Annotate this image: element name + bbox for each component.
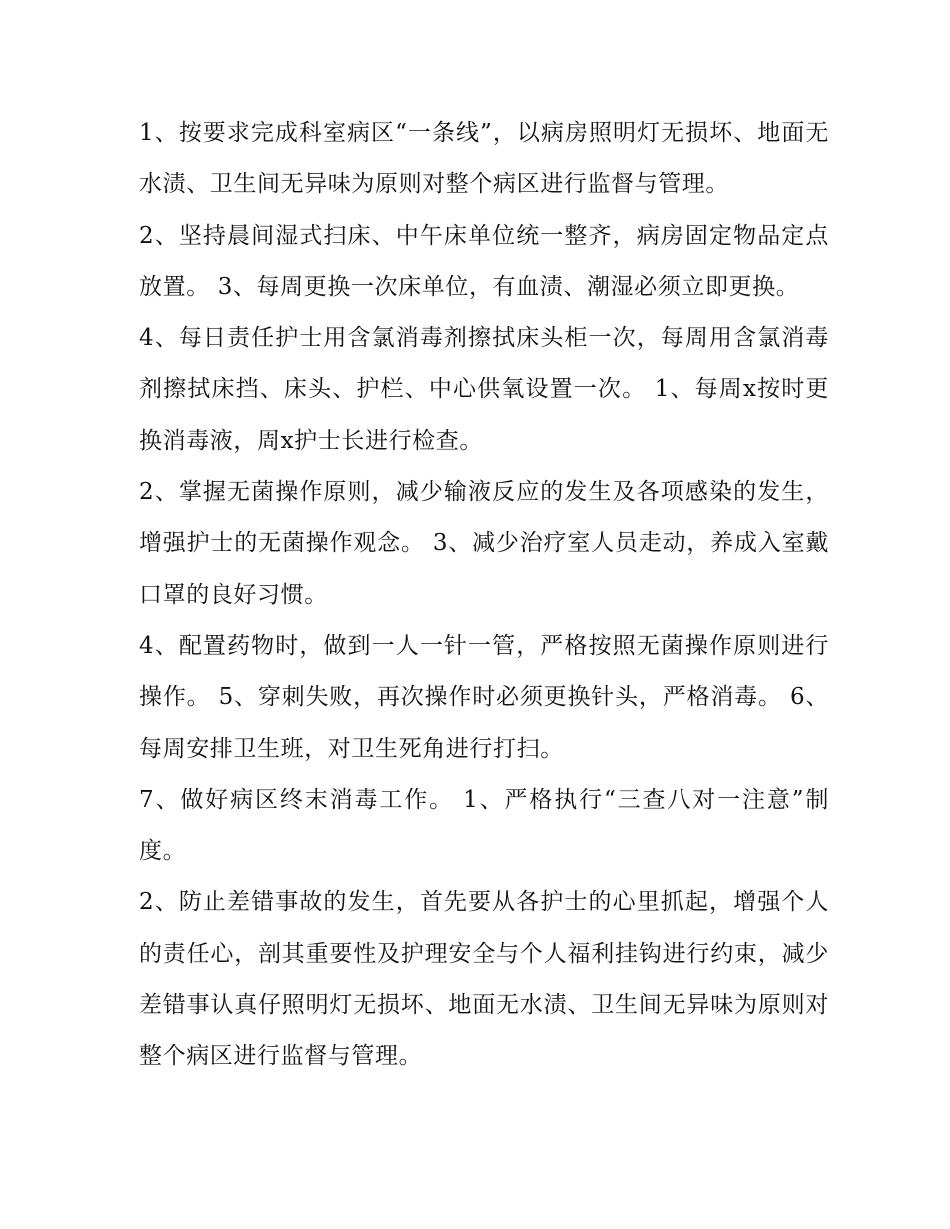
document-body [139, 108, 829, 1083]
paragraph-4: 2、掌握无菌操作原则，减少输液反应的发生及各项感染的发生，增强护士的无菌操作观念。 3、减少治疗室人员走动，养成入室戴口罩的良好习惯。 [139, 479, 829, 608]
paragraph-6: 7、做好病区终末消毒工作。 1、严格执行“三查八对一注意”制度。 [139, 786, 829, 865]
paragraph-2: 2、坚持晨间湿式扫床、中午床单位统一整齐，病房固定物品定点放置。 3、每周更换一次床单位，有血渍、潮湿必须立即更换。 [139, 222, 829, 300]
paragraph-7: 2、防止差错事故的发生，首先要从各护士的心里抓起，增强个人的责任心，剖其重要性及护理安全与个人福利挂钩进行约束，减少差错事认真仔照明灯无损坏、地面无水渍、卫生间无异味为原则对整个病区进行监督与管理。 [139, 889, 829, 1070]
paragraph-1: 1、按要求完成科室病区“一条线”，以病房照明灯无损坏、地面无水渍、卫生间无异味为原则对整个病区进行监督与管理。 [139, 120, 829, 198]
paragraph-3: 4、每日责任护士用含氯消毒剂擦拭床头柜一次，每周用含氯消毒剂擦拭床挡、床头、护栏、中心供氧设置一次。 1、每周x按时更换消毒液，周x护士长进行检查。 [139, 325, 829, 454]
paragraph-5: 4、配置药物时，做到一人一针一管，严格按照无菌操作原则进行操作。 5、穿刺失败，再次操作时必须更换针头，严格消毒。 6、每周安排卫生班，对卫生死角进行打扫。 [139, 632, 829, 762]
